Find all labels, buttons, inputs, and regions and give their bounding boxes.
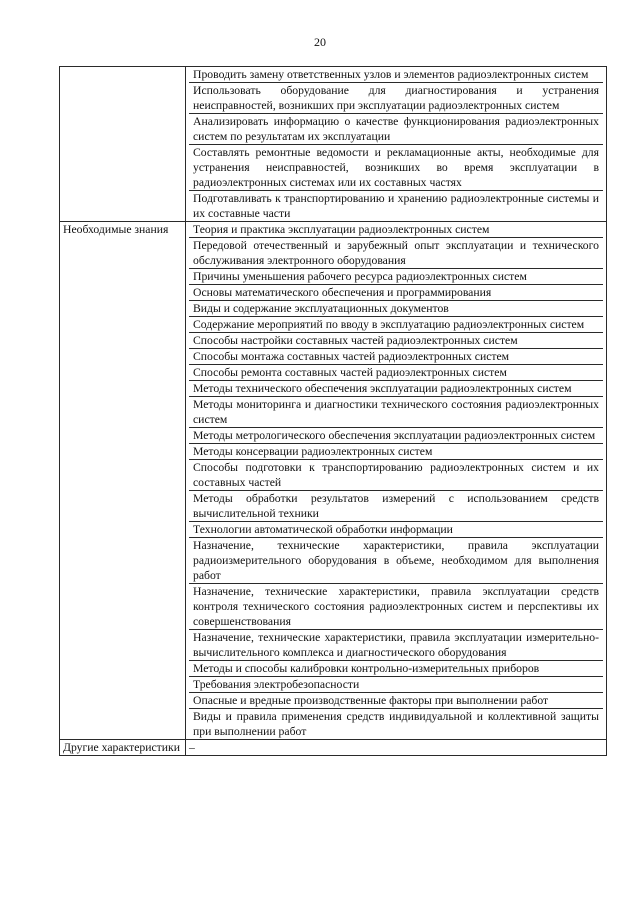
list-item: Использовать оборудование для диагностирования и устранения неисправностей, возникших при эксплуатации радиоэлектронных систем <box>189 83 603 114</box>
list-item: Способы монтажа составных частей радиоэлектронных систем <box>189 349 603 365</box>
list-item: Виды и содержание эксплуатационных документов <box>189 301 603 317</box>
other-characteristics-value: – <box>186 740 607 756</box>
list-item: Теория и практика эксплуатации радиоэлектронных систем <box>189 222 603 238</box>
list-item: Методы и способы калибровки контрольно-измерительных приборов <box>189 661 603 677</box>
list-item: Методы технического обеспечения эксплуатации радиоэлектронных систем <box>189 381 603 397</box>
list-item: Основы математического обеспечения и программирования <box>189 285 603 301</box>
list-item: Анализировать информацию о качестве функционирования радиоэлектронных систем по результатам их эксплуатации <box>189 114 603 145</box>
list-item: Назначение, технические характеристики, правила эксплуатации радиоизмерительного оборудования в объеме, необходимом для выполнения работ <box>189 538 603 584</box>
list-item: Методы метрологического обеспечения эксплуатации радиоэлектронных систем <box>189 428 603 444</box>
list-item: Технологии автоматической обработки информации <box>189 522 603 538</box>
knowledge-list <box>186 222 607 740</box>
list-item: Составлять ремонтные ведомости и рекламационные акты, необходимые для устранения неисправностей, возникших во время эксплуатации в радиоэлектронных системах или их составных частях <box>189 145 603 191</box>
list-item: Подготавливать к транспортированию и хранению радиоэлектронные системы и их составные части <box>193 192 599 220</box>
row-label-other: Другие характеристики <box>60 740 186 756</box>
list-item: Причины уменьшения рабочего ресурса радиоэлектронных систем <box>189 269 603 285</box>
list-item: Способы ремонта составных частей радиоэлектронных систем <box>189 365 603 381</box>
table-row-other <box>60 740 607 756</box>
list-item: Методы мониторинга и диагностики технического состояния радиоэлектронных систем <box>189 397 603 428</box>
row-label-knowledge: Необходимые знания <box>60 222 186 740</box>
list-item: Способы подготовки к транспортированию радиоэлектронных систем и их составных частей <box>189 460 603 491</box>
list-item: Проводить замену ответственных узлов и элементов радиоэлектронных систем <box>189 67 603 83</box>
list-item: Назначение, технические характеристики, правила эксплуатации средств контроля технического состояния радиоэлектронных систем и перспективы их совершенствования <box>189 584 603 630</box>
list-item: Назначение, технические характеристики, правила эксплуатации измерительно-вычислительного комплекса и диагностического оборудования <box>189 630 603 661</box>
list-item: Требования электробезопасности <box>189 677 603 693</box>
list-item: Способы настройки составных частей радиоэлектронных систем <box>189 333 603 349</box>
skills-list <box>186 67 607 222</box>
work-function-table <box>59 66 607 756</box>
table-row-skills <box>60 67 607 222</box>
list-item: Передовой отечественный и зарубежный опыт эксплуатации и технического обслуживания электронного оборудования <box>189 238 603 269</box>
page-number: 20 <box>314 35 326 49</box>
list-item: Опасные и вредные производственные факторы при выполнении работ <box>189 693 603 709</box>
list-item: Методы обработки результатов измерений с использованием средств вычислительной техники <box>189 491 603 522</box>
list-item: Содержание мероприятий по вводу в эксплуатацию радиоэлектронных систем <box>189 317 603 333</box>
list-item: Методы консервации радиоэлектронных систем <box>189 444 603 460</box>
row-label-skills <box>60 67 186 222</box>
table-row-knowledge <box>60 222 607 740</box>
list-item: Виды и правила применения средств индивидуальной и коллективной защиты при выполнении работ <box>193 710 599 738</box>
